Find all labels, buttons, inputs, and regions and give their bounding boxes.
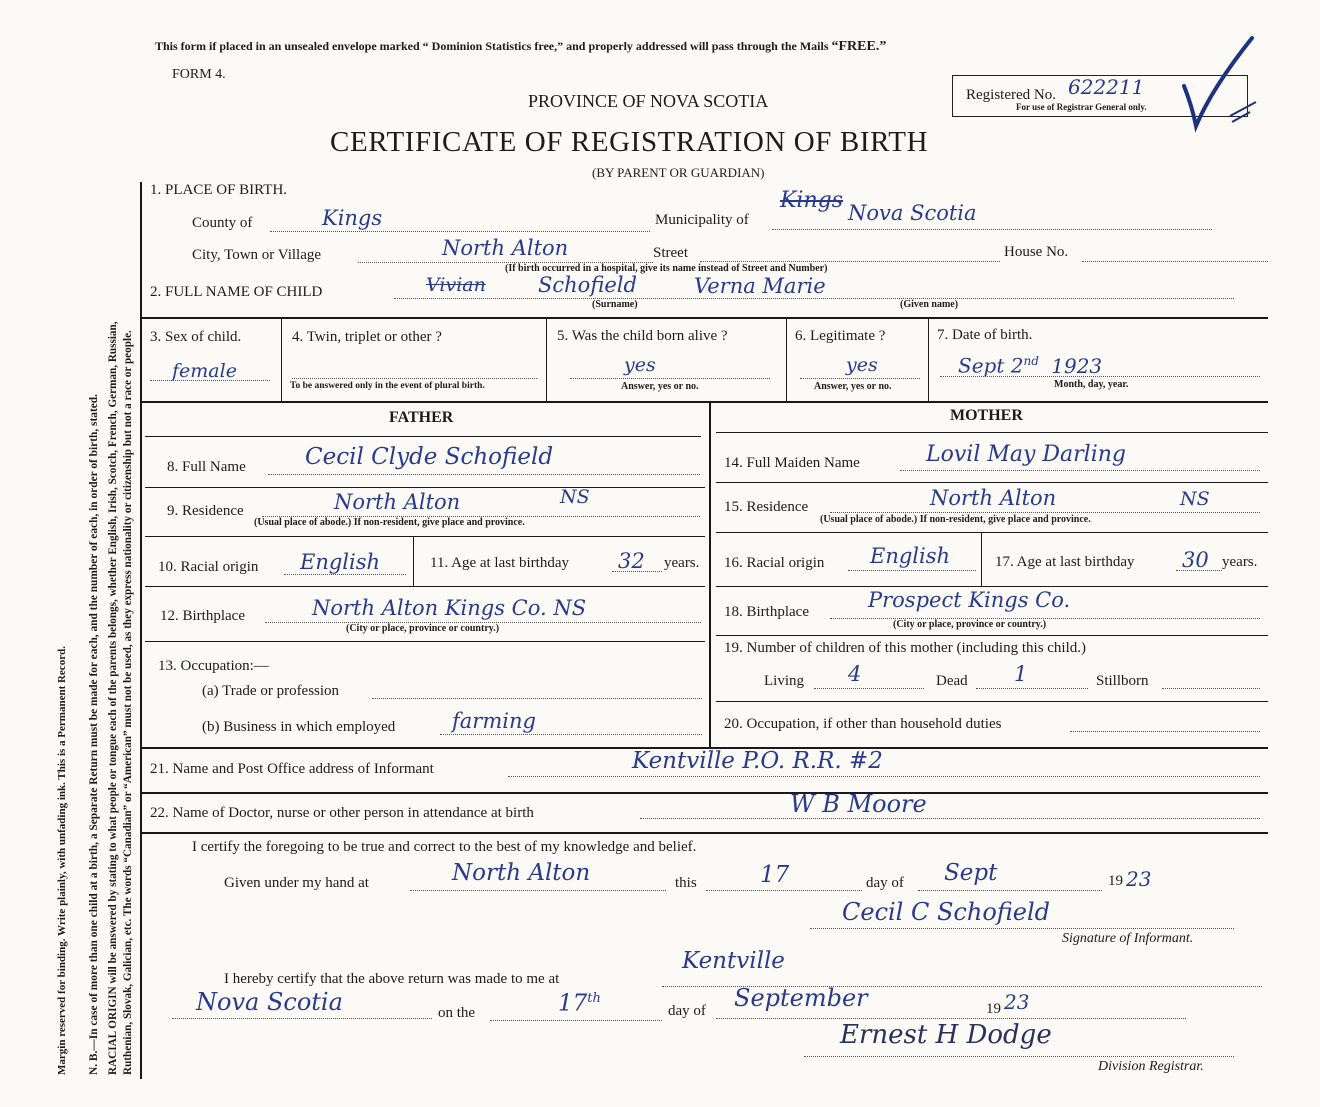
municipality-line xyxy=(772,229,1212,230)
parents-divider xyxy=(709,401,711,747)
child-name-line xyxy=(394,298,1234,299)
doctor-value: W B Moore xyxy=(790,790,927,818)
stillborn-label: Stillborn xyxy=(1096,673,1149,689)
mother-race-label: 16. Racial origin xyxy=(724,555,825,571)
father-heading-rule xyxy=(145,436,701,437)
surname-note: (Surname) xyxy=(592,299,638,310)
sex-label: 3. Sex of child. xyxy=(150,329,242,345)
legitimate-label: 6. Legitimate ? xyxy=(795,328,886,344)
father-birthplace-value: North Alton Kings Co. NS xyxy=(312,596,587,620)
registrar-year-value: 23 xyxy=(1004,990,1030,1014)
county-label: County of xyxy=(192,215,253,231)
twin-note: To be answered only in the event of plural birth. xyxy=(290,381,485,391)
informant-signature-label: Signature of Informant. xyxy=(1062,931,1194,946)
house-no-label: House No. xyxy=(1004,244,1069,260)
registrar-day-of-label: day of xyxy=(668,1003,706,1019)
mother-birthplace-note: (City or place, province or country.) xyxy=(893,619,1047,630)
living-line xyxy=(814,688,924,689)
mother-age-label: 17. Age at last birthday xyxy=(995,554,1135,570)
living-value: 4 xyxy=(848,662,862,686)
mother-race-value: English xyxy=(870,544,951,568)
municipality-struck: Kings xyxy=(780,188,844,213)
father-business-line xyxy=(440,734,702,735)
father-name-line xyxy=(268,474,700,475)
mother-residence-label: 15. Residence xyxy=(724,499,809,515)
father-residence-label: 9. Residence xyxy=(167,503,244,519)
informant-line xyxy=(508,776,1260,777)
informant-value: Kentville P.O. R.R. #2 xyxy=(632,748,883,774)
registrar-province-line xyxy=(172,1018,432,1019)
mother-heading-rule xyxy=(716,432,1268,433)
checkmark-icon xyxy=(1160,28,1260,148)
registrar-day-number: 17 xyxy=(558,990,588,1017)
given-month-line xyxy=(918,890,1102,891)
street-label: Street xyxy=(653,245,688,261)
father-age-separator xyxy=(413,536,414,586)
given-place-value: North Alton xyxy=(452,860,591,886)
father-occupation-label: 13. Occupation:— xyxy=(158,658,269,674)
father-rule-2 xyxy=(145,536,705,537)
day-of-label: day of xyxy=(866,875,904,891)
registrar-certify-text: I hereby certify that the above return was made to me at xyxy=(224,971,560,987)
father-name-value: Cecil Clyde Schofield xyxy=(305,444,554,470)
dob-label: 7. Date of birth. xyxy=(937,327,1033,343)
legitimate-note: Answer, yes or no. xyxy=(814,381,892,392)
mother-name-line xyxy=(900,470,1260,471)
province-heading: PROVINCE OF NOVA SCOTIA xyxy=(528,91,769,111)
father-age-value: 32 xyxy=(618,549,645,573)
row3-separator-2 xyxy=(546,318,547,401)
legitimate-line xyxy=(800,378,920,379)
row3-separator-3 xyxy=(786,318,787,401)
given-name-note: (Given name) xyxy=(900,299,959,310)
street-note: (If birth occurred in a hospital, give its name instead of Street and Number) xyxy=(505,263,828,274)
municipality-value: Nova Scotia xyxy=(848,201,977,225)
twin-line xyxy=(292,378,537,379)
margin-plural-birth-note: N. B.—In case of more than one child at a birth, a Separate Return must be made for each, and the number of each, in order of birth, stated. xyxy=(88,394,100,1075)
given-year-prefix: 19 xyxy=(1108,873,1123,889)
city-value: North Alton xyxy=(442,236,569,260)
father-trade-label: (a) Trade or profession xyxy=(202,683,340,699)
form-number: FORM 4. xyxy=(172,67,226,82)
registrar-month-line xyxy=(716,1018,1186,1019)
father-residence-province: NS xyxy=(560,486,590,508)
mother-residence-province: NS xyxy=(1180,488,1210,510)
registrar-signature-label: Division Registrar. xyxy=(1098,1059,1204,1074)
stillborn-line xyxy=(1162,688,1260,689)
mailing-notice xyxy=(155,40,886,54)
margin-racial-origin-note: RACIAL ORIGIN will be answered by stating to what people or tongue each of the parents belongs, whether English, Irish, Scotch, French, German, Russian, xyxy=(107,321,119,1075)
municipality-label: Municipality of xyxy=(655,212,749,228)
child-surname-value: Schofield xyxy=(538,273,637,297)
father-heading: FATHER xyxy=(389,409,454,426)
mailing-notice-free: “FREE.” xyxy=(831,39,887,54)
doctor-label: 22. Name of Doctor, nurse or other person in attendance at birth xyxy=(150,805,534,821)
father-race-line xyxy=(284,574,406,575)
mother-residence-value: North Alton xyxy=(930,486,1057,510)
given-place-line xyxy=(410,890,666,891)
row3-separator-1 xyxy=(281,318,282,401)
registrar-signature-line xyxy=(804,1056,1234,1057)
twin-label: 4. Twin, triplet or other ? xyxy=(292,329,442,345)
father-race-label: 10. Racial origin xyxy=(158,559,259,575)
dob-note: Month, day, year. xyxy=(1054,379,1129,390)
certificate-title: CERTIFICATE OF REGISTRATION OF BIRTH xyxy=(330,126,929,158)
registrar-place-value: Kentville xyxy=(682,948,785,974)
father-birthplace-note: (City or place, province or country.) xyxy=(346,623,500,634)
mother-occupation-line xyxy=(1070,731,1260,732)
on-the-label: on the xyxy=(438,1005,476,1021)
place-of-birth-heading: 1. PLACE OF BIRTH. xyxy=(150,182,288,198)
mother-name-value: Lovil May Darling xyxy=(926,442,1127,467)
mother-rule-5 xyxy=(716,701,1268,702)
mother-age-unit: years. xyxy=(1222,554,1258,570)
father-business-value: farming xyxy=(452,709,536,733)
rule-above-parents xyxy=(140,401,1268,403)
mother-children-label: 19. Number of children of this mother (including this child.) xyxy=(724,640,1087,656)
mother-birthplace-label: 18. Birthplace xyxy=(724,604,809,620)
mother-heading: MOTHER xyxy=(950,407,1023,424)
registrar-day-line xyxy=(490,1020,662,1021)
mother-rule-1 xyxy=(716,482,1268,483)
given-year-value: 23 xyxy=(1126,867,1152,891)
father-rule-3 xyxy=(145,586,705,587)
sex-value: female xyxy=(172,360,237,382)
given-day-value: 17 xyxy=(760,862,790,888)
mailing-notice-text: This form if placed in an unsealed envelope marked “ Dominion Statistics free,” and properly addressed will pass through the Mails xyxy=(155,39,829,53)
margin-binding-note: Margin reserved for binding. Write plainly, with unfading ink. This is a Permanent Record. xyxy=(56,646,68,1075)
mother-birthplace-value: Prospect Kings Co. xyxy=(868,588,1071,612)
row3-separator-4 xyxy=(928,318,929,401)
legitimate-value: yes xyxy=(846,354,878,376)
child-given-name-value: Verna Marie xyxy=(694,274,826,298)
alive-line xyxy=(570,378,770,379)
dead-line xyxy=(976,688,1088,689)
father-birthplace-label: 12. Birthplace xyxy=(160,608,245,624)
mother-race-line xyxy=(848,570,976,571)
mother-age-value: 30 xyxy=(1182,548,1209,572)
father-age-label: 11. Age at last birthday xyxy=(430,555,569,571)
given-month-value: Sept xyxy=(944,860,998,886)
registrar-day-suffix: th xyxy=(587,991,601,1006)
informant-signature: Cecil C Schofield xyxy=(842,898,1051,926)
father-residence-note: (Usual place of abode.) If non-resident, give place and province. xyxy=(254,517,525,528)
alive-note: Answer, yes or no. xyxy=(621,381,699,392)
father-age-unit: years. xyxy=(664,555,700,571)
father-race-value: English xyxy=(300,550,381,574)
mother-rule-4 xyxy=(716,635,1268,636)
house-no-line xyxy=(1082,261,1268,262)
dob-month-day: Sept 2 xyxy=(958,353,1024,378)
dob-value xyxy=(958,355,1102,376)
informant-label: 21. Name and Post Office address of Informant xyxy=(150,761,434,777)
mother-residence-line xyxy=(830,512,1260,513)
county-line xyxy=(270,231,650,232)
this-label: this xyxy=(675,875,697,891)
father-residence-value: North Alton xyxy=(334,490,461,514)
dob-year: 1923 xyxy=(1051,353,1103,378)
given-under-label: Given under my hand at xyxy=(224,875,369,891)
city-label: City, Town or Village xyxy=(192,247,322,263)
registrar-signature: Ernest H Dodge xyxy=(840,1020,1052,1050)
father-name-label: 8. Full Name xyxy=(167,459,246,475)
registrar-month-value: September xyxy=(734,984,868,1012)
father-trade-line xyxy=(372,698,702,699)
given-day-line xyxy=(706,890,862,891)
father-business-label: (b) Business in which employed xyxy=(202,719,396,735)
alive-label: 5. Was the child born alive ? xyxy=(557,328,728,344)
father-rule-1 xyxy=(145,487,705,488)
mother-name-label: 14. Full Maiden Name xyxy=(724,455,860,471)
living-label: Living xyxy=(764,673,804,689)
mother-occupation-label: 20. Occupation, if other than household duties xyxy=(724,716,1002,732)
child-name-label: 2. FULL NAME OF CHILD xyxy=(150,284,323,300)
child-name-struck: Vivian xyxy=(426,274,486,296)
registrar-province-value: Nova Scotia xyxy=(196,988,343,1016)
registrar-use-note: For use of Registrar General only. xyxy=(1016,102,1147,112)
certify-text: I certify the foregoing to be true and correct to the best of my knowledge and belief. xyxy=(192,839,697,855)
dead-label: Dead xyxy=(936,673,968,689)
mother-age-separator xyxy=(981,532,982,586)
dob-suffix: nd xyxy=(1023,354,1039,368)
informant-signature-line xyxy=(810,928,1234,929)
father-rule-4 xyxy=(145,641,705,642)
certificate-subtitle: (BY PARENT OR GUARDIAN) xyxy=(592,165,765,180)
rule-above-doctor xyxy=(140,792,1268,794)
dead-value: 1 xyxy=(1014,662,1028,686)
mother-rule-3 xyxy=(716,586,1268,587)
street-line xyxy=(700,261,1000,262)
alive-value: yes xyxy=(624,354,656,376)
county-value: Kings xyxy=(322,206,383,230)
registrar-year-prefix: 19 xyxy=(986,1001,1001,1017)
mother-rule-2 xyxy=(716,532,1268,533)
rule-above-certify xyxy=(140,832,1268,834)
registered-no-value: 622211 xyxy=(1068,75,1145,99)
rule-above-row3 xyxy=(140,317,1268,319)
registrar-day-value xyxy=(558,992,601,1016)
mother-residence-note: (Usual place of abode.) If non-resident, give place and province. xyxy=(820,514,1091,525)
doctor-line xyxy=(640,818,1260,819)
registered-no-label: Registered No. xyxy=(966,87,1056,103)
margin-racial-origin-note-2: Ruthenian, Slovak, Galician, etc. The words “Canadian” or “American” must not be used, as they express nationality or citizenship but not a race or people. xyxy=(122,330,134,1075)
